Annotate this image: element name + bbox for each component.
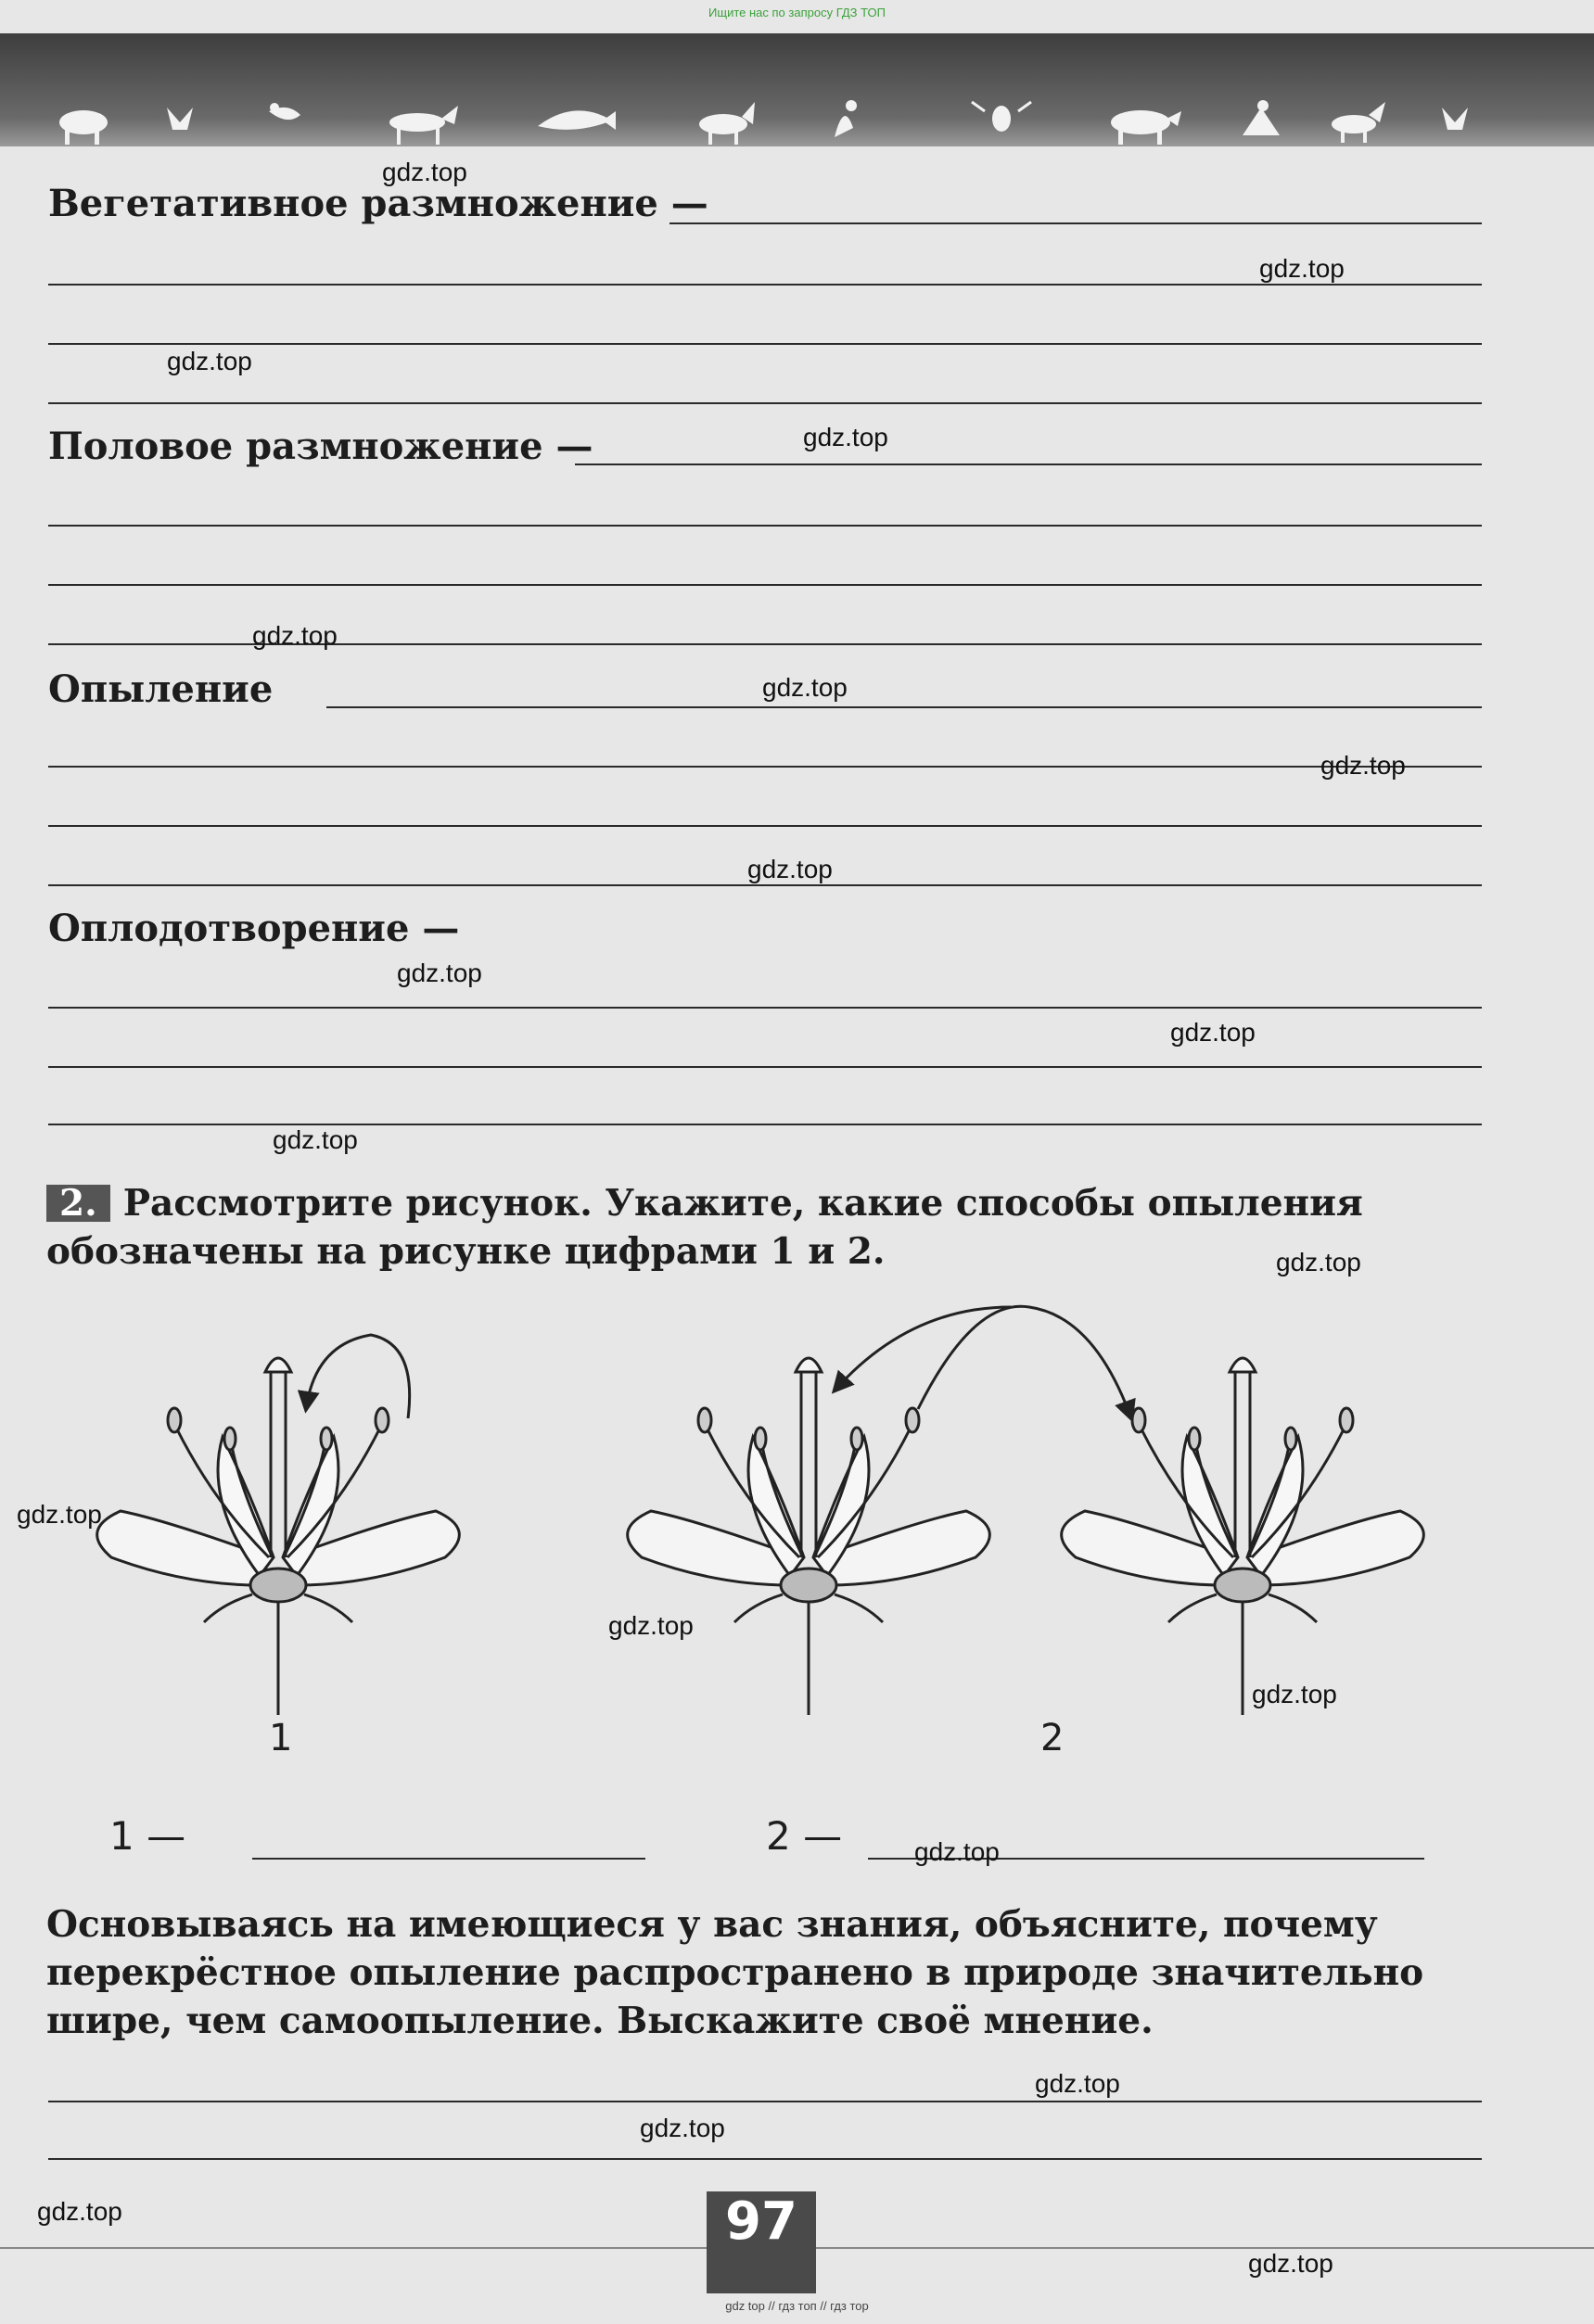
watermark: gdz.top xyxy=(252,621,338,650)
page-number: 97 xyxy=(707,2191,816,2293)
answer-line[interactable] xyxy=(48,284,1482,286)
watermark: gdz.top xyxy=(1320,751,1406,780)
answer-line[interactable] xyxy=(48,2101,1482,2102)
answer-2-label: 2 — xyxy=(766,1813,843,1859)
answer-line[interactable] xyxy=(48,766,1482,768)
watermark: gdz.top xyxy=(17,1500,102,1529)
answer-line[interactable] xyxy=(48,884,1482,886)
def-fertilization-label: Оплодотворение — xyxy=(48,907,460,950)
answer-line[interactable] xyxy=(48,584,1482,586)
def-sexual-label: Половое размножение — xyxy=(48,425,593,468)
footer-note: gdz top // гдз топ // гдз тор xyxy=(725,2299,869,2313)
answer-1-line[interactable] xyxy=(252,1858,645,1860)
watermark: gdz.top xyxy=(762,673,848,702)
watermark: gdz.top xyxy=(1035,2069,1120,2098)
answer-line[interactable] xyxy=(48,402,1482,404)
watermark: gdz.top xyxy=(167,347,252,375)
watermark: gdz.top xyxy=(1259,254,1345,283)
answer-line[interactable] xyxy=(48,525,1482,527)
watermark: gdz.top xyxy=(747,855,833,883)
watermark: gdz.top xyxy=(37,2197,122,2226)
answer-line[interactable] xyxy=(48,1007,1482,1009)
top-note: Ищите нас по запросу ГДЗ ТОП xyxy=(708,6,886,19)
task-number-badge: 2. xyxy=(46,1185,110,1222)
def-pollination-label: Опыление xyxy=(48,667,274,711)
answer-line[interactable] xyxy=(48,2158,1482,2160)
watermark: gdz.top xyxy=(608,1611,694,1640)
watermark: gdz.top xyxy=(1248,2249,1333,2278)
answer-line[interactable] xyxy=(48,1066,1482,1068)
pollination-figure xyxy=(0,1279,1594,1743)
answer-line[interactable] xyxy=(48,1124,1482,1125)
answer-1-label: 1 — xyxy=(109,1813,186,1859)
def-vegetative-label: Вегетативное размножение — xyxy=(48,182,708,225)
watermark: gdz.top xyxy=(1276,1248,1361,1276)
watermark: gdz.top xyxy=(273,1125,358,1154)
figure-label-1: 1 xyxy=(269,1717,293,1759)
watermark: gdz.top xyxy=(914,1837,1000,1866)
watermark: gdz.top xyxy=(397,959,482,987)
explain-paragraph: Основываясь на имеющиеся у вас знания, объясните, почему перекрёстное опыление распространено в природе значительно шире, чем самоопыление. Выскажите своё мнение. xyxy=(46,1903,1424,2042)
answer-line[interactable] xyxy=(326,706,1482,708)
answer-line[interactable] xyxy=(575,464,1482,465)
watermark: gdz.top xyxy=(382,158,467,186)
watermark: gdz.top xyxy=(1252,1680,1337,1708)
animal-banner xyxy=(0,33,1594,146)
answer-line[interactable] xyxy=(48,825,1482,827)
watermark: gdz.top xyxy=(803,423,888,451)
task-2-text xyxy=(46,1179,1484,1276)
answer-line[interactable] xyxy=(48,343,1482,345)
watermark: gdz.top xyxy=(1170,1018,1256,1047)
task-2-question: Рассмотрите рисунок. Укажите, какие способы опыления обозначены на рисунке цифрами 1 и 2. xyxy=(46,1182,1363,1273)
watermark: gdz.top xyxy=(640,2114,725,2142)
answer-line[interactable] xyxy=(669,222,1482,224)
figure-label-2: 2 xyxy=(1040,1717,1065,1759)
